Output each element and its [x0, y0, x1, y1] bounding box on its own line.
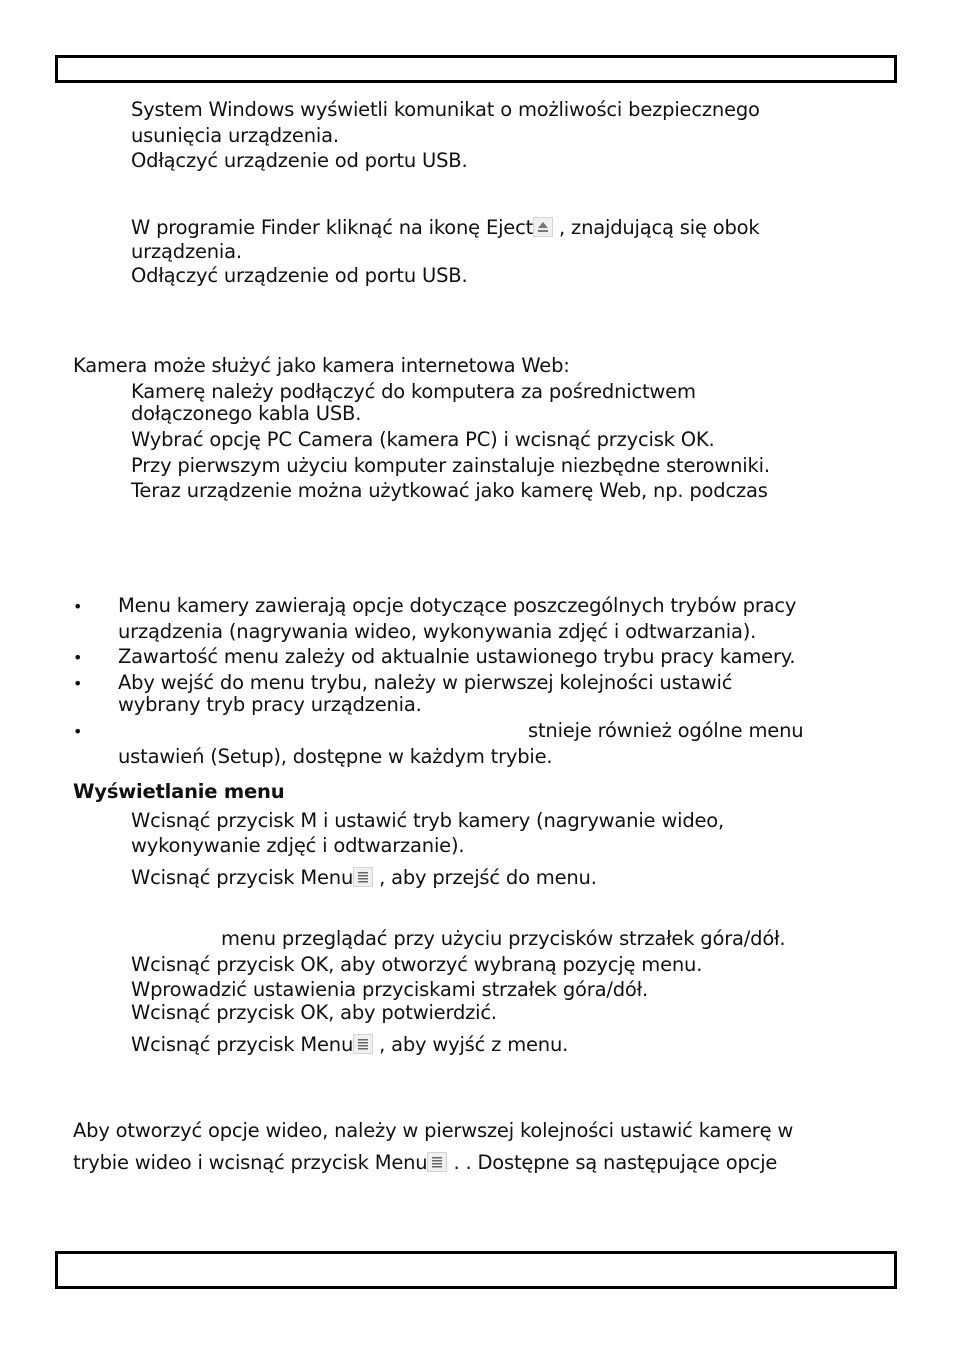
bullet-dot: •: [73, 722, 83, 741]
mac-line-3: Odłączyć urządzenie od portu USB.: [131, 264, 468, 287]
bullet-1-line-2: urządzenia (nagrywania wideo, wykonywania zdjęć i odtwarzania).: [118, 620, 757, 643]
bullet-dot: •: [73, 648, 83, 667]
menu-line-4: menu przeglądać przy użyciu przycisków strzałek góra/dół.: [221, 927, 786, 950]
bullet-dot: •: [73, 597, 83, 616]
webcam-line-3: Wybrać opcję PC Camera (kamera PC) i wcisnąć przycisk OK.: [131, 428, 715, 451]
bullet-4-line-2: ustawień (Setup), dostępne w każdym trybie.: [118, 745, 553, 768]
bullet-3-line-2: wybrany tryb pracy urządzenia.: [118, 693, 422, 716]
menu-line-8-tail: , aby wyjść z menu.: [373, 1033, 569, 1056]
mac-line-1-tail: , znajdującą się obok: [553, 216, 760, 239]
menu-line-8-text: Wcisnąć przycisk Menu: [131, 1033, 354, 1056]
menu-line-1: Wcisnąć przycisk M i ustawić tryb kamery (nagrywanie wideo,: [131, 809, 725, 832]
menu-line-5: Wcisnąć przycisk OK, aby otworzyć wybraną pozycję menu.: [131, 953, 703, 976]
menu-line-7: Wcisnąć przycisk OK, aby potwierdzić.: [131, 1001, 497, 1024]
windows-line-3: Odłączyć urządzenie od portu USB.: [131, 149, 468, 172]
bullet-dot: •: [73, 674, 83, 693]
video-line-2-text: trybie wideo i wcisnąć przycisk Menu: [73, 1151, 428, 1174]
video-line-2-tail: . . Dostępne są następujące opcje: [447, 1151, 778, 1174]
bullet-1-line-1: Menu kamery zawierają opcje dotyczące poszczególnych trybów pracy: [118, 594, 797, 617]
mac-line-1-text: W programie Finder kliknąć na ikonę Eject: [131, 216, 534, 239]
header-box: [55, 55, 897, 83]
menu-line-8: [131, 1034, 568, 1056]
menu-line-3-text: Wcisnąć przycisk Menu: [131, 866, 354, 889]
windows-line-1: System Windows wyświetli komunikat o możliwości bezpiecznego: [131, 98, 760, 121]
menu-icon: [353, 867, 373, 887]
footer-box: [55, 1251, 897, 1289]
menu-line-2: wykonywanie zdjęć i odtwarzanie).: [131, 834, 465, 857]
webcam-line-1: Kamerę należy podłączyć do komputera za pośrednictwem: [131, 380, 696, 403]
bullet-2-line-1: Zawartość menu zależy od aktualnie ustawionego trybu pracy kamery.: [118, 645, 796, 668]
bullet-4-line-1: stnieje również ogólne menu: [528, 719, 804, 742]
windows-line-2: usunięcia urządzenia.: [131, 124, 339, 147]
video-line-1: Aby otworzyć opcje wideo, należy w pierwszej kolejności ustawić kamerę w: [73, 1119, 794, 1142]
menu-icon: [427, 1152, 447, 1172]
mac-line-1: [131, 217, 760, 239]
menu-heading: Wyświetlanie menu: [73, 780, 285, 803]
webcam-line-5: Teraz urządzenie można użytkować jako kamerę Web, np. podczas: [131, 479, 768, 502]
bullet-3-line-1: Aby wejść do menu trybu, należy w pierwszej kolejności ustawić: [118, 671, 733, 694]
menu-icon: [353, 1034, 373, 1054]
menu-line-3: [131, 867, 597, 889]
video-line-2: [73, 1152, 777, 1174]
menu-line-6: Wprowadzić ustawienia przyciskami strzałek góra/dół.: [131, 978, 648, 1001]
mac-line-2: urządzenia.: [131, 240, 242, 263]
eject-icon: [533, 217, 553, 237]
webcam-line-2: dołączonego kabla USB.: [131, 402, 362, 425]
webcam-intro: Kamera może służyć jako kamera internetowa Web:: [73, 354, 570, 377]
webcam-line-4: Przy pierwszym użyciu komputer zainstaluje niezbędne sterowniki.: [131, 454, 770, 477]
menu-line-3-tail: , aby przejść do menu.: [373, 866, 597, 889]
